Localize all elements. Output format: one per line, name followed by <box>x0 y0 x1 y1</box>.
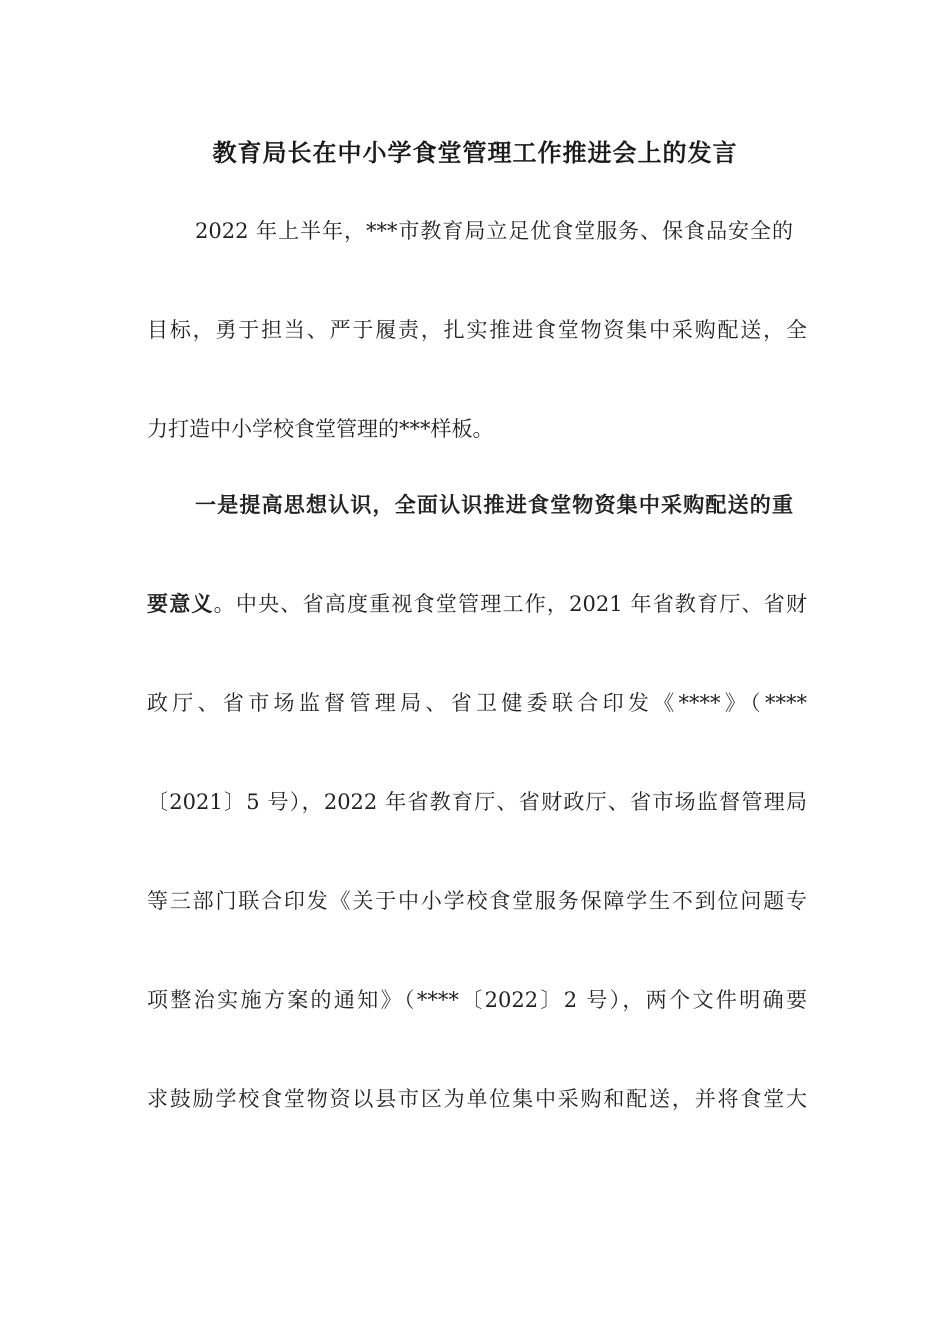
document-title: 教育局长在中小学食堂管理工作推进会上的发言 <box>212 138 738 167</box>
paragraph-2-line-4: 〔2021〕5 号），2022 年省教育厅、省财政厅、省市场监督管理局 <box>147 790 807 814</box>
paragraph-1-line-3: 力打造中小学校食堂管理的***样板。 <box>147 417 494 441</box>
paragraph-2-line-2 <box>147 589 807 619</box>
paragraph-2-heading-end: 要意义 <box>147 591 214 616</box>
paragraph-2-line-3: 政厅、省市场监督管理局、省卫健委联合印发《****》（**** <box>147 691 807 715</box>
paragraph-1-line-1: 2022 年上半年，***市教育局立足优食堂服务、保食品安全的 <box>195 219 793 243</box>
paragraph-2-line-6: 项整治实施方案的通知》（****〔2022〕2 号），两个文件明确要 <box>147 988 807 1012</box>
paragraph-2-line-2-text: 。中央、省高度重视食堂管理工作，2021 年省教育厅、省财 <box>213 592 807 616</box>
paragraph-2-line-7: 求鼓励学校食堂物资以县市区为单位集中采购和配送，并将食堂大 <box>147 1087 807 1111</box>
paragraph-1-line-2: 目标，勇于担当、严于履责，扎实推进食堂物资集中采购配送，全 <box>147 318 807 342</box>
paragraph-2-heading-line-1: 一是提高思想认识，全面认识推进食堂物资集中采购配送的重 <box>195 492 793 517</box>
paragraph-2-line-5: 等三部门联合印发《关于中小学校食堂服务保障学生不到位问题专 <box>147 889 807 913</box>
